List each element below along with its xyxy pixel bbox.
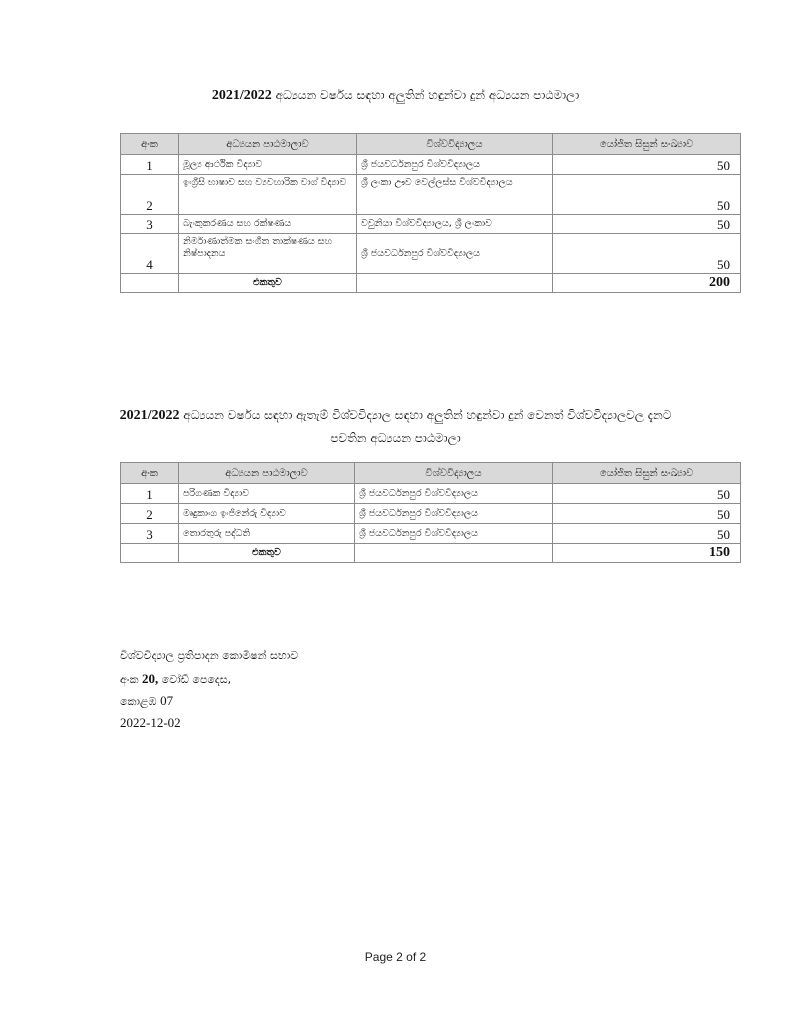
row-number: 2 [121, 175, 179, 215]
table-header-row [121, 463, 741, 484]
row-university: ශ්‍රී ජයවර්ධනපුර විශ්වවිද්‍යාලය [355, 484, 553, 504]
table-row [121, 234, 741, 274]
header-number: අංක [121, 463, 179, 484]
total-value: 150 [553, 544, 741, 563]
row-university: ශ්‍රී ජයවර්ධනපුර විශ්වවිද්‍යාලය [355, 504, 553, 524]
address-city-number: 07 [160, 693, 174, 708]
header-proposed-students: යෝජිත සිසුන් සංඛ්‍යාව [553, 463, 741, 484]
row-course: පරිගණක විද්‍යාව [179, 484, 355, 504]
total-value: 200 [553, 274, 741, 293]
table-row [121, 215, 741, 234]
table-row [121, 175, 741, 215]
header-university: විශ්වවිද්‍යාලය [357, 134, 553, 155]
row-count: 50 [553, 234, 741, 274]
row-university: ශ්‍රී ජයවර්ධනපුර විශ්වවිද්‍යාලය [357, 234, 553, 274]
address-line-street [120, 671, 231, 688]
section2-table [120, 462, 741, 563]
row-number: 3 [121, 215, 179, 234]
row-number: 2 [121, 504, 179, 524]
section2-title [0, 407, 791, 424]
page-number: Page 2 of 2 [364, 950, 427, 964]
section2-title-text: අධ්‍යයන වර්ෂය සඳහා ඇතැම් විශ්වවිද්‍යාල සඳහා අලුතින් හඳුන්වා දුන් වෙනත් විශ්වවිද්‍යාලවල දැනට [183, 408, 672, 422]
section1-title [0, 87, 791, 104]
header-number: අංක [121, 134, 179, 155]
header-course: අධ්‍යයන පාඨමාලාව [179, 134, 357, 155]
total-label: එකතුව [179, 544, 355, 563]
address-city-name: කොළඹ [120, 695, 157, 708]
row-count: 50 [553, 155, 741, 175]
address-street-name: වෝඩ් පෙදෙස, [161, 673, 232, 686]
row-count: 50 [553, 524, 741, 544]
header-course: අධ්‍යයන පාඨමාලාව [179, 463, 355, 484]
row-count: 50 [553, 484, 741, 504]
total-row [121, 544, 741, 563]
row-number: 1 [121, 484, 179, 504]
row-count: 50 [553, 215, 741, 234]
address-date [120, 715, 181, 732]
total-label: එකතුව [179, 274, 357, 293]
total-spacer [121, 544, 179, 563]
row-university: ශ්‍රී ජයවර්ධනපුර විශ්වවිද්‍යාලය [355, 524, 553, 544]
document-date: 2022-12-02 [120, 715, 181, 730]
table-header-row [121, 134, 741, 155]
address-street-prefix: අංක [120, 673, 139, 686]
total-spacer [357, 274, 553, 293]
row-number: 3 [121, 524, 179, 544]
row-course: තොරතුරු පද්ධති [179, 524, 355, 544]
row-number: 4 [121, 234, 179, 274]
address-line-institution: විශ්වවිද්‍යාල ප්‍රතිපාදන කොමිෂන් සභාව [120, 649, 299, 662]
header-proposed-students: යෝජිත සිසුන් සංඛ්‍යාව [553, 134, 741, 155]
row-course: නිර්මාණාත්මක සංගීත තාක්ෂණය සහ නිෂ්පාදනය [179, 234, 357, 274]
row-university: ශ්‍රී ජයවර්ධනපුර විශ්වවිද්‍යාලය [357, 155, 553, 175]
total-row [121, 274, 741, 293]
row-count: 50 [553, 175, 741, 215]
row-number: 1 [121, 155, 179, 175]
total-spacer [121, 274, 179, 293]
table-row [121, 524, 741, 544]
section1-title-text: අධ්‍යයන වර්ෂය සඳහා අලුතින් හඳුන්වා දුන් අධ්‍යයන පාඨමාලා [275, 88, 580, 102]
header-university: විශ්වවිද්‍යාලය [355, 463, 553, 484]
section2-title-year: 2021/2022 [119, 408, 180, 423]
table-row [121, 155, 741, 175]
table-row [121, 504, 741, 524]
row-university: ශ්‍රී ලංකා ඌව වෙල්ලස්ස විශ්වවිද්‍යාලය [357, 175, 553, 215]
row-course: ඉංග්‍රීසි භාෂාව සහ ව්‍යවහාරික වාග් විද්‍යාව [179, 175, 357, 215]
address-street-number: 20, [142, 671, 159, 686]
address-line-city [120, 693, 173, 710]
row-course: මෘදුකාංග ඉංජිනේරු විද්‍යාව [179, 504, 355, 524]
row-course: බැංකුකරණය සහ රක්ෂණය [179, 215, 357, 234]
section1-title-year: 2021/2022 [211, 88, 272, 103]
row-count: 50 [553, 504, 741, 524]
section1-table [120, 133, 741, 293]
table-row [121, 484, 741, 504]
row-university: වවුනියා විශ්වවිද්‍යාලය, ශ්‍රී ලංකාව [357, 215, 553, 234]
total-spacer [355, 544, 553, 563]
section2-title-line2: පවතින අධ්‍යයන පාඨමාලා [330, 431, 461, 445]
row-course: මූල්‍ය ආර්ථික විද්‍යාව [179, 155, 357, 175]
